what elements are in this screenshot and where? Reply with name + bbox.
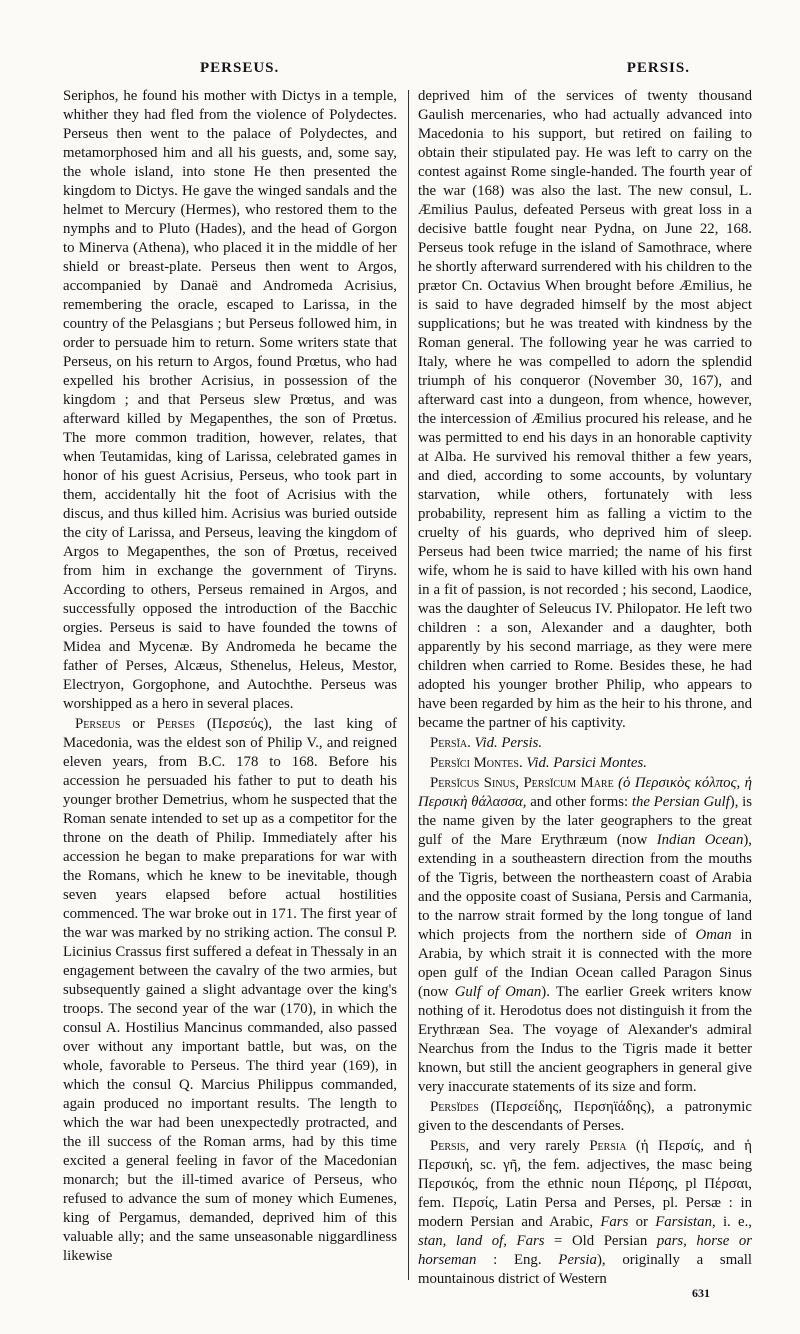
entry-italic: Persia bbox=[558, 1252, 597, 1268]
entry-text: or bbox=[628, 1214, 656, 1230]
entry-headword: Persĭcus Sinus, Persĭcum Mare bbox=[430, 775, 614, 791]
entry-italic: pars, horse or horseman bbox=[418, 1233, 752, 1268]
entry-headword: Persis, bbox=[430, 1138, 470, 1154]
entry-italic: Indian Ocean bbox=[656, 832, 744, 848]
entry-italic: the Persian Gulf bbox=[631, 794, 730, 810]
perseus-hero-continued: Seriphos, he found his mother with Dictys in a temple, whither they had fled from the violence of Polydectes. Perseus then went to the palace of Polydectes, and metamorphosed him and all his guests, and, some say, the whole island, into stone He then presented the kingdom to Dictys. He gave the winged sandals and the helmet to Mercury (Hermes), who restored them to the nymphs and to Pluto (Hades), and the head of Gorgon to Minerva (Athena), who placed it in the middle of her shield or breast-plate. Perseus then went to Argos, accompanied by Danaë and Andromeda Acrisius, remembering the oracle, escaped to Larissa, in the country of the Pelasgians ; but Perseus followed him, in order to persuade him to return. Some writers state that Perseus, on his return to Argos, found Prœtus, who had expelled his brother Acrisius, in possession of the kingdom ; and that Perseus slew Prœtus, and was afterward killed by Megapenthes, the son of Prœtus. The more common tradition, however, relates, that when Teutamidas, king of Larissa, celebrated games in honor of his guest Acrisius, Perseus, who took part in them, accidentally hit the foot of Acrisius with the discus, and thus killed him. Acrisius was buried outside the city of Larissa, and Perseus, leaving the kingdom of Argos to Megapenthes, the son of Prœtus, received from him in exchange the government of Tiryns. According to others, Perseus remained in Argos, and successfully opposed the introduction of the Bacchic orgies. Perseus is said to have founded the towns of Midea and Mycenæ. By Andromeda he became the father of Perses, Alcæus, Sthenelus, Heleus, Mestor, Electryon, Gorgophone, and Autochthe. Perseus was worshipped as a hero in several places. bbox=[63, 88, 397, 712]
entry-body: Vid. Persis. bbox=[470, 735, 543, 751]
entry-greek: (Περσεύς), bbox=[194, 716, 284, 732]
entry-headword: Persĭdes bbox=[430, 1099, 479, 1115]
entry-persicus-sinus bbox=[418, 774, 752, 1097]
entry-text: or bbox=[120, 716, 157, 732]
entry-text: = Old Persian bbox=[544, 1233, 657, 1249]
entry-italic: stan, land of, Fars bbox=[418, 1233, 545, 1249]
entry-text: ). The earlier Greek writers know nothing of it. Herodotus does not distinguish it from the Erythræan Sea. The voyage of Alexander's admiral Nearchus from the Indus to the Tigris made it better known, but still the ancient geographers in general give very inaccurate statements of its size and form. bbox=[418, 984, 752, 1095]
entry-italic: Gulf of Oman bbox=[454, 984, 542, 1000]
running-head-right: PERSIS. bbox=[626, 60, 690, 76]
left-column bbox=[63, 87, 397, 1266]
page-number: 631 bbox=[692, 1286, 710, 1300]
entry-text: and very rarely bbox=[469, 1138, 590, 1154]
entry-italic: Fars bbox=[600, 1214, 629, 1230]
entry-text: and other forms: bbox=[530, 794, 632, 810]
entry-text: ), originally a small mountainous district of Western bbox=[418, 1252, 752, 1287]
running-head-left: PERSEUS. bbox=[200, 60, 280, 76]
entry-body: (Περσείδης, Περσηϊάδης), a patronymic given to the descendants of Perses. bbox=[418, 1099, 752, 1134]
entry-text: ), extending in a southeastern direction from the mouths of the Tigris, between the northeastern coast of Arabia and the opposite coast of Susiana, Persis and Carmania, to the narrow strait formed by the long tongue of land which projects from the northern side of bbox=[418, 832, 752, 943]
entry-headword: Persĭci Montes. bbox=[430, 755, 523, 771]
entry-headword-alt: Perses bbox=[156, 716, 195, 732]
entry-text: : Eng. bbox=[476, 1252, 559, 1268]
running-head bbox=[160, 60, 760, 80]
entry-perseus-king bbox=[63, 715, 397, 1266]
entry-text: in Arabia, by which strait it is connected with the more open gulf of the Indian Ocean called Paragon Sinus (now bbox=[418, 927, 752, 1000]
entry-persides bbox=[418, 1098, 752, 1136]
entry-persia bbox=[418, 734, 752, 753]
entry-persici-montes bbox=[418, 754, 752, 773]
entry-italic: Farsistan bbox=[655, 1214, 712, 1230]
entry-body: Vid. Parsici Montes. bbox=[522, 755, 647, 771]
perseus-king-continued: deprived him of the services of twenty thousand Gaulish mercenaries, who had actually advanced into Macedonia to his support, but retired on failing to obtain their stipulated pay. He was left to carry on the contest against Rome single-handed. The fourth year of the war (168) was also the last. The new consul, L. Æmilius Paulus, defeated Perseus with great loss in a decisive battle fought near Pydna, on June 22, 168. Perseus took refuge in the island of Samothrace, where he shortly afterward surrendered with his children to the prætor Cn. Octavius When brought before Æmilius, he is said to have degraded himself by the most abject supplications; but he was treated with kindness by the Roman general. The following year he was carried to Italy, where he was compelled to adorn the splendid triumph of his conqueror (November 30, 167), and afterward cast into a dungeon, from whence, however, the intercession of Æmilius procured his release, and he was permitted to end his days in an honorable captivity at Alba. He survived his removal thither a few years, and died, according to some accounts, by voluntary starvation, while others, fortunately with less probability, represent him as falling a victim to the cruelty of his guards, who deprived him of sleep. Perseus had been twice married; the name of his first wife, whom he is said to have killed with his own hand in a fit of passion, is not recorded ; his second, Laodice, was the daughter of Seleucus IV. Philopator. He left two children : a son, Alexander and a daughter, both apparently by his second marriage, as they were mere children when carried to Rome. Besides these, he had adopted his younger brother Philip, who appears to have been regarded by him as the heir to his throne, and became the partner of his captivity. bbox=[418, 88, 752, 731]
column-divider bbox=[408, 90, 409, 1280]
entry-text: ), is the name given by the later geographers to the great gulf of the Mare Erythræum (now bbox=[418, 794, 753, 848]
entry-greek: (ὁ Περσικὸς κόλπος, ἡ Περσικὴ θάλασσα, bbox=[418, 775, 752, 810]
entry-headword: Persĭa. bbox=[430, 735, 471, 751]
entry-persis bbox=[418, 1137, 752, 1289]
entry-headword-alt: Persia bbox=[589, 1138, 627, 1154]
entry-text: (ἡ Περσίς, and ἡ Περσική, sc. γῆ, the fem. adjectives, the masc being Περσικός, from the ethnic noun Πέρσης, pl Πέρσαι, fem. Περσίς, Latin Persa and Perses, pl. Persæ : in modern Persian and Arabic, bbox=[418, 1138, 752, 1230]
entry-italic: Oman bbox=[695, 927, 732, 943]
entry-body: the last king of Macedonia, was the eldest son of Philip V., and reigned eleven years, from B.C. 178 to 168. Before his accession he persuaded his father to put to death his younger brother Demetrius, whom he suspected that the Roman senate intended to set up as a competitor for the throne on the death of Philip. Immediately after his accession he began to make preparations for war with the Romans, which he knew to be inevitable, though seven years elapsed before actual hostilities commenced. The war broke out in 171. The first year of the war was marked by no striking action. The consul P. Licinius Crassus first suffered a defeat in Thessaly in an engagement between the cavalry of the two armies, but subsequently gained a slight advantage over the king's troops. The second year of the war (170), in which the consul A. Hostilius Mancinus commanded, also passed over without any important battle, but was, on the whole, favorable to Perseus. The third year (169), in which the consul Q. Marcius Philippus commanded, again produced no important results. The length to which the war had been unexpectedly protracted, and the ill success of the Roman arms, had by this time excited a general feeling in favor of the Macedonian monarch; but the ill-timed avarice of Perseus, who refused to advance the sum of money which Eumenes, king of Pergamus, demanded, deprived him of this valuable ally; and the same unseasonable niggardliness likewise bbox=[63, 716, 397, 1264]
entry-headword: Perseus bbox=[75, 716, 121, 732]
entry-text: , i. e., bbox=[711, 1214, 752, 1230]
right-column bbox=[418, 87, 752, 1289]
